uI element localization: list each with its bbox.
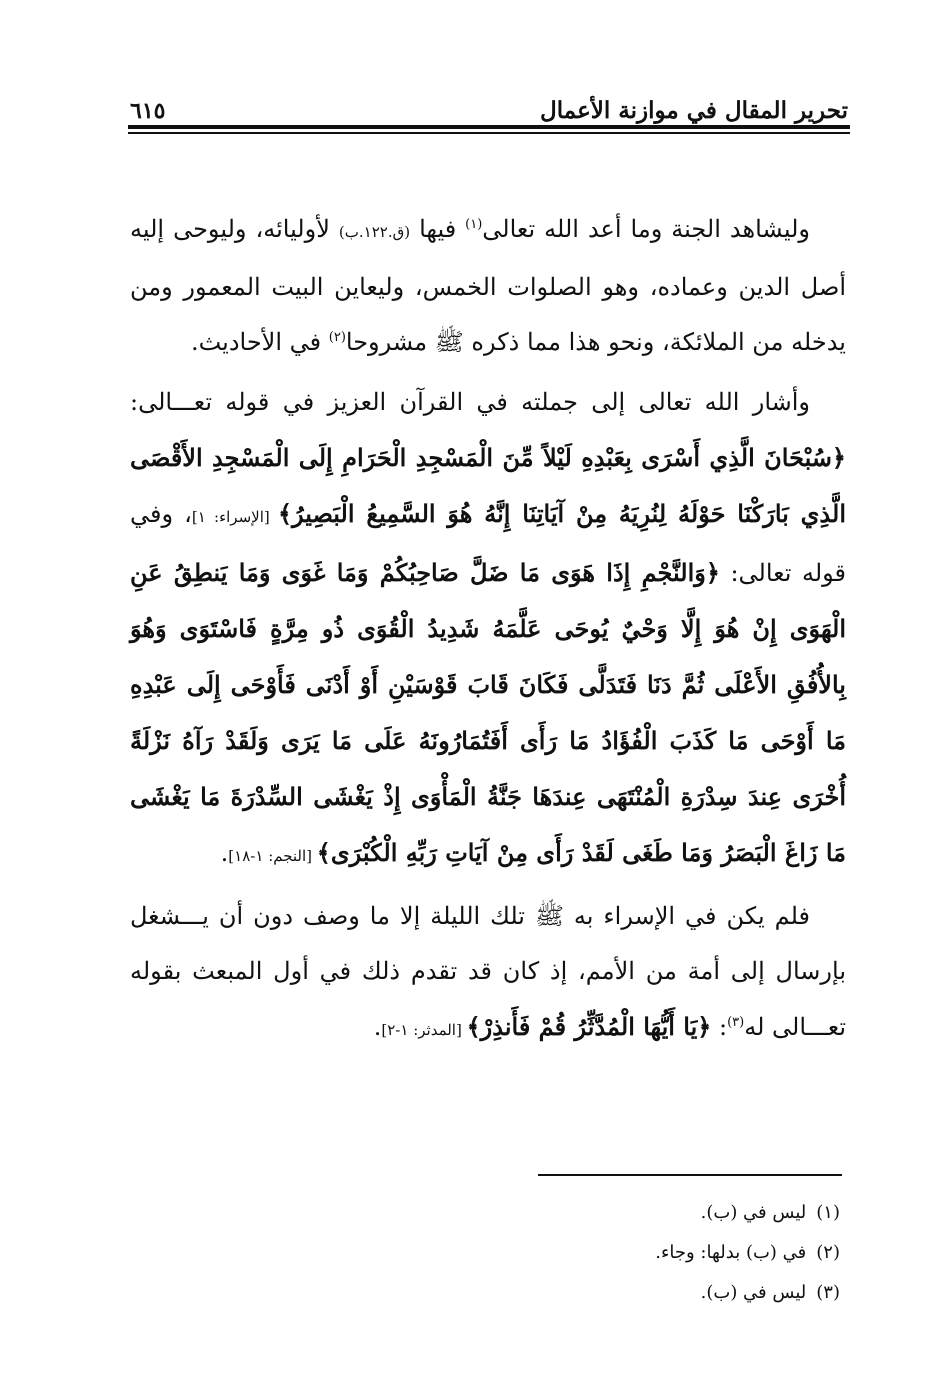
footnote-3 xyxy=(140,1273,840,1313)
manuscript-ref: (ق.١٢٢.ب) xyxy=(338,223,411,241)
footnote-separator xyxy=(538,1174,842,1176)
header-rule-thin xyxy=(128,132,850,134)
text-span: في الأحاديث. xyxy=(190,328,329,356)
main-text xyxy=(130,202,846,1058)
footnote-number: (١) xyxy=(816,1202,840,1223)
footnote-text: ليس في (ب). xyxy=(700,1282,807,1303)
surah-citation: [المدثر: ١-٢] xyxy=(381,1021,467,1039)
quran-verse-isra: ﴿سُبْحَانَ الَّذِي أَسْرَى بِعَبْدِهِ لَيْلاً مِّنَ الْمَسْجِدِ الْحَرَامِ إِلَى الْمَسْجِدِ الأَقْصَى الَّذِي بَارَكْنَا حَوْلَهُ لِنُرِيَهُ مِنْ آيَاتِنَا إِنَّهُ هُوَ السَّمِيعُ الْبَصِيرُ﴾ xyxy=(130,443,846,528)
text-span: ، وفي قوله تعالى: xyxy=(130,500,846,587)
surah-citation: [الإسراء: ١] xyxy=(191,508,278,526)
surah-citation: [النجم: ١-١٨] xyxy=(228,847,317,865)
footnote-ref-3: (٣) xyxy=(727,1015,745,1030)
text-span: فيها xyxy=(410,215,466,243)
paragraph-3 xyxy=(130,889,846,1058)
page-header xyxy=(130,82,848,122)
text-span: وليشاهد الجنة وما أعد الله تعالى xyxy=(482,215,810,243)
text-span: . xyxy=(220,839,229,867)
footnote-number: (٣) xyxy=(816,1282,840,1303)
footnote-number: (٢) xyxy=(816,1242,840,1263)
quran-verse-najm: ﴿وَالنَّجْمِ إِذَا هَوَى مَا ضَلَّ صَاحِبُكُمْ وَمَا غَوَى وَمَا يَنطِقُ عَنِ الْهَوَى إِنْ هُوَ إِلَّا وَحْيٌ يُوحَى عَلَّمَهُ شَدِيدُ الْقُوَى ذُو مِرَّةٍ فَاسْتَوَى وَهُوَ بِالأُفُقِ الأَعْلَى ثُمَّ دَنَا فَتَدَلَّى فَكَانَ قَابَ قَوْسَيْنِ أَوْ أَدْنَى فَأَوْحَى إِلَى عَبْدِهِ مَا أَوْحَى مَا كَذَبَ الْفُؤَادُ مَا رَأَى أَفَتُمَارُونَهُ عَلَى مَا يَرَى وَلَقَدْ رَآهُ نَزْلَةً أُخْرَى عِندَ سِدْرَةِ الْمُنْتَهَى عِندَهَا جَنَّةُ الْمَأْوَى إِذْ يَغْشَى السِّدْرَةَ مَا يَغْشَى مَا زَاغَ الْبَصَرُ وَمَا طَغَى لَقَدْ رَأَى مِنْ آيَاتِ رَبِّهِ الْكُبْرَى﴾ xyxy=(130,558,846,867)
running-title: تحرير المقال في موازنة الأعمال xyxy=(540,97,848,124)
paragraph-2 xyxy=(130,375,846,884)
footnote-text: ليس في (ب). xyxy=(700,1202,807,1223)
quran-verse-muddaththir: ﴿يَا أَيُّهَا الْمُدَّثِّرُ قُمْ فَأَنذِرْ﴾ xyxy=(466,1012,712,1041)
text-span: لأوليائه، وليوحى إليه أصل الدين وعماده، وهو الصلوات الخمس، وليعاين البيت المعمور ومن يدخله من الملائكة، ونحو هذا مما ذكره ﷺ مشروحا xyxy=(130,215,846,356)
footnote-text: في (ب) بدلها: وجاء. xyxy=(655,1242,807,1263)
footnote-ref-1: (١) xyxy=(465,217,483,232)
text-span: وأشار الله تعالى إلى جملته في القرآن العزيز في قوله تعـــالى: xyxy=(130,388,810,416)
paragraph-1 xyxy=(130,202,846,370)
text-span: . xyxy=(373,1013,382,1041)
text-span: : xyxy=(711,1013,728,1041)
footnotes xyxy=(140,1193,840,1313)
footnote-2 xyxy=(140,1233,840,1273)
header-rule-thick xyxy=(128,125,850,129)
footnote-1 xyxy=(140,1193,840,1233)
page-number: ٦١٥ xyxy=(130,98,166,124)
text-span: فلم يكن في الإسراء به ﷺ تلك الليلة إلا ما وصف دون أن يـــشغل بإرسال إلى أمة من الأمم، إذ كان قد تقدم ذلك في أول المبعث بقوله تعـــالى له xyxy=(130,902,846,1041)
footnote-ref-2: (٢) xyxy=(328,330,346,345)
